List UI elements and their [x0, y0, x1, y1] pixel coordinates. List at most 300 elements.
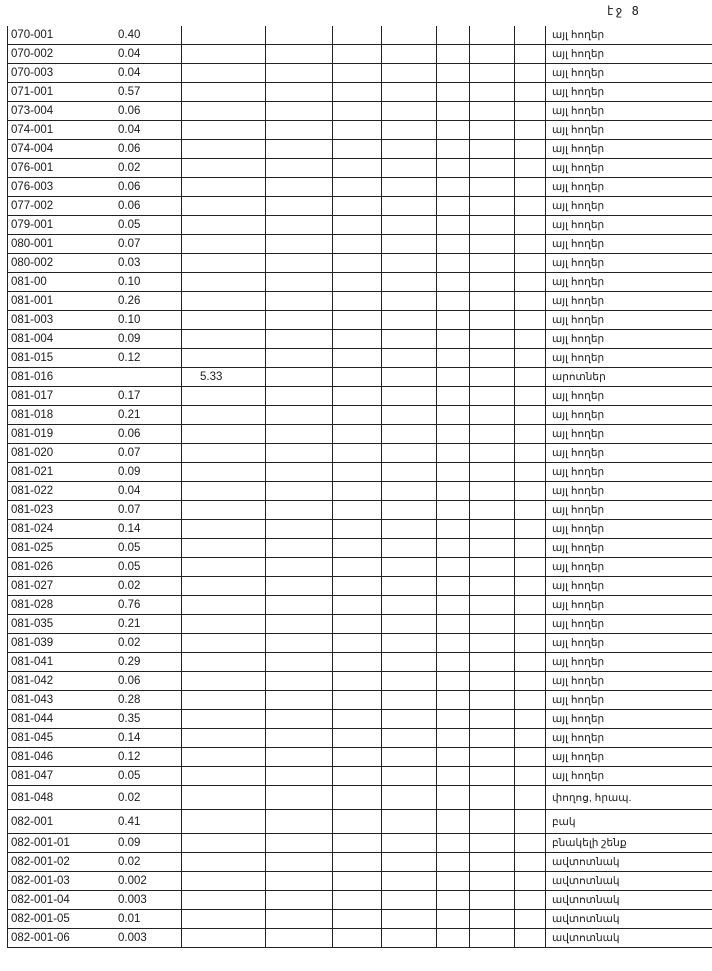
column-k-cell	[515, 254, 546, 273]
column-f-cell	[266, 929, 333, 948]
column-h-cell	[382, 311, 437, 330]
column-k-cell	[515, 273, 546, 292]
column-g-cell	[333, 26, 382, 45]
area-cell: 0.09	[100, 463, 182, 482]
column-j-cell	[470, 482, 515, 501]
column-k-cell	[515, 539, 546, 558]
area-cell: 0.05	[100, 216, 182, 235]
table-row	[8, 520, 712, 539]
land-use-cell: այլ հողեր	[546, 425, 712, 444]
column-f-cell	[266, 834, 333, 853]
extra-area-cell	[182, 748, 266, 767]
area-cell: 0.35	[100, 710, 182, 729]
extra-area-cell	[182, 140, 266, 159]
column-k-cell	[515, 634, 546, 653]
extra-area-cell	[182, 834, 266, 853]
area-cell: 0.06	[100, 197, 182, 216]
table-row	[8, 929, 712, 948]
table-row	[8, 672, 712, 691]
area-cell: 0.02	[100, 853, 182, 872]
column-j-cell	[470, 872, 515, 891]
column-f-cell	[266, 853, 333, 872]
column-h-cell	[382, 197, 437, 216]
extra-area-cell	[182, 891, 266, 910]
column-j-cell	[470, 539, 515, 558]
land-use-cell: բնակելի շենք	[546, 834, 712, 853]
column-f-cell	[266, 235, 333, 254]
column-i-cell	[437, 810, 470, 834]
column-g-cell	[333, 910, 382, 929]
column-g-cell	[333, 311, 382, 330]
column-f-cell	[266, 463, 333, 482]
area-cell: 0.09	[100, 330, 182, 349]
column-f-cell	[266, 121, 333, 140]
column-k-cell	[515, 872, 546, 891]
column-i-cell	[437, 615, 470, 634]
column-k-cell	[515, 311, 546, 330]
parcel-code-cell: 081-004	[8, 330, 101, 349]
parcel-code-cell: 081-028	[8, 596, 101, 615]
column-g-cell	[333, 501, 382, 520]
column-i-cell	[437, 425, 470, 444]
column-i-cell	[437, 159, 470, 178]
column-f-cell	[266, 197, 333, 216]
table-row	[8, 311, 712, 330]
column-f-cell	[266, 615, 333, 634]
column-j-cell	[470, 929, 515, 948]
extra-area-cell	[182, 501, 266, 520]
extra-area-cell	[182, 558, 266, 577]
column-f-cell	[266, 653, 333, 672]
column-i-cell	[437, 311, 470, 330]
column-j-cell	[470, 178, 515, 197]
column-h-cell	[382, 672, 437, 691]
column-j-cell	[470, 615, 515, 634]
column-j-cell	[470, 786, 515, 810]
land-use-cell: այլ հողեր	[546, 729, 712, 748]
land-use-cell: այլ հողեր	[546, 463, 712, 482]
column-g-cell	[333, 159, 382, 178]
extra-area-cell	[182, 615, 266, 634]
column-i-cell	[437, 520, 470, 539]
column-j-cell	[470, 197, 515, 216]
land-use-cell: այլ հողեր	[546, 102, 712, 121]
table-row	[8, 853, 712, 872]
area-cell: 0.21	[100, 615, 182, 634]
column-h-cell	[382, 273, 437, 292]
area-cell: 0.07	[100, 501, 182, 520]
table-row	[8, 634, 712, 653]
parcel-code-cell: 081-027	[8, 577, 101, 596]
column-j-cell	[470, 910, 515, 929]
column-i-cell	[437, 786, 470, 810]
area-cell: 0.28	[100, 691, 182, 710]
column-g-cell	[333, 292, 382, 311]
page-number: էջ 8	[607, 4, 640, 18]
column-i-cell	[437, 83, 470, 102]
column-k-cell	[515, 710, 546, 729]
column-g-cell	[333, 425, 382, 444]
column-f-cell	[266, 26, 333, 45]
area-cell: 0.05	[100, 767, 182, 786]
extra-area-cell	[182, 634, 266, 653]
parcel-code-cell: 081-003	[8, 311, 101, 330]
column-j-cell	[470, 891, 515, 910]
column-h-cell	[382, 387, 437, 406]
column-h-cell	[382, 463, 437, 482]
area-cell: 0.26	[100, 292, 182, 311]
column-f-cell	[266, 482, 333, 501]
table-row	[8, 121, 712, 140]
parcel-code-cell: 077-002	[8, 197, 101, 216]
column-i-cell	[437, 482, 470, 501]
land-use-cell: այլ հողեր	[546, 45, 712, 64]
column-g-cell	[333, 140, 382, 159]
column-k-cell	[515, 349, 546, 368]
area-cell: 0.14	[100, 729, 182, 748]
column-h-cell	[382, 615, 437, 634]
column-k-cell	[515, 596, 546, 615]
land-use-cell: այլ հողեր	[546, 444, 712, 463]
column-i-cell	[437, 368, 470, 387]
column-h-cell	[382, 482, 437, 501]
column-f-cell	[266, 349, 333, 368]
table-row	[8, 64, 712, 83]
land-use-cell: այլ հողեր	[546, 330, 712, 349]
land-use-cell: այլ հողեր	[546, 653, 712, 672]
land-use-cell: այլ հողեր	[546, 501, 712, 520]
column-j-cell	[470, 729, 515, 748]
column-g-cell	[333, 197, 382, 216]
column-k-cell	[515, 520, 546, 539]
column-j-cell	[470, 710, 515, 729]
area-cell: 0.06	[100, 102, 182, 121]
parcel-code-cell: 082-001-02	[8, 853, 101, 872]
land-use-cell: այլ հողեր	[546, 387, 712, 406]
parcel-code-cell: 070-002	[8, 45, 101, 64]
table-row	[8, 425, 712, 444]
column-h-cell	[382, 83, 437, 102]
extra-area-cell	[182, 929, 266, 948]
column-j-cell	[470, 463, 515, 482]
area-cell: 0.04	[100, 121, 182, 140]
column-i-cell	[437, 596, 470, 615]
column-j-cell	[470, 254, 515, 273]
extra-area-cell	[182, 463, 266, 482]
land-use-cell: արոտներ	[546, 368, 712, 387]
column-j-cell	[470, 406, 515, 425]
extra-area-cell	[182, 273, 266, 292]
column-g-cell	[333, 330, 382, 349]
column-h-cell	[382, 444, 437, 463]
area-cell: 0.05	[100, 539, 182, 558]
column-h-cell	[382, 254, 437, 273]
column-h-cell	[382, 102, 437, 121]
parcel-code-cell: 081-048	[8, 786, 101, 810]
table-row	[8, 292, 712, 311]
extra-area-cell	[182, 387, 266, 406]
parcel-code-cell: 082-001-01	[8, 834, 101, 853]
table-row	[8, 349, 712, 368]
column-j-cell	[470, 273, 515, 292]
column-i-cell	[437, 235, 470, 254]
column-g-cell	[333, 710, 382, 729]
column-f-cell	[266, 577, 333, 596]
column-h-cell	[382, 810, 437, 834]
column-h-cell	[382, 45, 437, 64]
column-k-cell	[515, 577, 546, 596]
column-f-cell	[266, 810, 333, 834]
area-cell: 0.41	[100, 810, 182, 834]
table-row	[8, 558, 712, 577]
parcel-code-cell: 081-035	[8, 615, 101, 634]
land-use-cell: այլ հողեր	[546, 178, 712, 197]
extra-area-cell	[182, 482, 266, 501]
parcel-code-cell: 081-020	[8, 444, 101, 463]
extra-area-cell	[182, 102, 266, 121]
parcel-code-cell: 079-001	[8, 216, 101, 235]
parcel-code-cell: 074-004	[8, 140, 101, 159]
column-g-cell	[333, 520, 382, 539]
column-f-cell	[266, 368, 333, 387]
column-f-cell	[266, 634, 333, 653]
column-j-cell	[470, 425, 515, 444]
table-row	[8, 102, 712, 121]
column-f-cell	[266, 891, 333, 910]
column-i-cell	[437, 197, 470, 216]
column-f-cell	[266, 710, 333, 729]
column-i-cell	[437, 834, 470, 853]
column-g-cell	[333, 463, 382, 482]
column-g-cell	[333, 64, 382, 83]
column-k-cell	[515, 929, 546, 948]
column-j-cell	[470, 368, 515, 387]
column-j-cell	[470, 558, 515, 577]
column-k-cell	[515, 235, 546, 254]
parcel-code-cell: 081-045	[8, 729, 101, 748]
column-h-cell	[382, 406, 437, 425]
column-k-cell	[515, 26, 546, 45]
column-i-cell	[437, 64, 470, 83]
parcel-code-cell: 081-041	[8, 653, 101, 672]
table-row	[8, 178, 712, 197]
area-cell: 0.003	[100, 929, 182, 948]
column-i-cell	[437, 577, 470, 596]
area-cell: 0.003	[100, 891, 182, 910]
extra-area-cell	[182, 216, 266, 235]
extra-area-cell	[182, 853, 266, 872]
table-row	[8, 810, 712, 834]
land-use-cell: ավտոտնակ	[546, 891, 712, 910]
column-g-cell	[333, 45, 382, 64]
column-g-cell	[333, 748, 382, 767]
land-use-cell: այլ հողեր	[546, 235, 712, 254]
column-g-cell	[333, 558, 382, 577]
column-h-cell	[382, 330, 437, 349]
column-h-cell	[382, 425, 437, 444]
column-k-cell	[515, 729, 546, 748]
parcel-code-cell: 071-001	[8, 83, 101, 102]
column-h-cell	[382, 558, 437, 577]
column-i-cell	[437, 140, 470, 159]
column-h-cell	[382, 691, 437, 710]
extra-area-cell	[182, 83, 266, 102]
land-use-cell: այլ հողեր	[546, 121, 712, 140]
table-row	[8, 872, 712, 891]
column-g-cell	[333, 539, 382, 558]
column-k-cell	[515, 406, 546, 425]
column-k-cell	[515, 891, 546, 910]
parcel-code-cell: 081-018	[8, 406, 101, 425]
column-g-cell	[333, 273, 382, 292]
column-i-cell	[437, 501, 470, 520]
column-h-cell	[382, 596, 437, 615]
extra-area-cell	[182, 577, 266, 596]
table-row	[8, 729, 712, 748]
column-g-cell	[333, 368, 382, 387]
table-row	[8, 710, 712, 729]
extra-area-cell	[182, 330, 266, 349]
area-cell: 0.40	[100, 26, 182, 45]
land-use-cell: ավտոտնակ	[546, 929, 712, 948]
column-h-cell	[382, 910, 437, 929]
table-row	[8, 330, 712, 349]
column-f-cell	[266, 596, 333, 615]
land-use-cell: այլ հողեր	[546, 64, 712, 83]
column-f-cell	[266, 64, 333, 83]
area-cell: 0.21	[100, 406, 182, 425]
column-i-cell	[437, 767, 470, 786]
table-row	[8, 615, 712, 634]
extra-area-cell	[182, 26, 266, 45]
area-cell: 0.06	[100, 672, 182, 691]
land-use-cell: այլ հողեր	[546, 691, 712, 710]
column-g-cell	[333, 767, 382, 786]
area-cell: 0.10	[100, 311, 182, 330]
column-j-cell	[470, 330, 515, 349]
extra-area-cell	[182, 349, 266, 368]
column-f-cell	[266, 539, 333, 558]
column-g-cell	[333, 216, 382, 235]
table-row	[8, 748, 712, 767]
extra-area-cell	[182, 311, 266, 330]
parcel-code-cell: 081-043	[8, 691, 101, 710]
column-j-cell	[470, 64, 515, 83]
land-use-cell: այլ հողեր	[546, 634, 712, 653]
extra-area-cell	[182, 425, 266, 444]
column-f-cell	[266, 672, 333, 691]
table-row	[8, 159, 712, 178]
parcel-code-cell: 082-001-06	[8, 929, 101, 948]
column-g-cell	[333, 872, 382, 891]
column-j-cell	[470, 45, 515, 64]
column-f-cell	[266, 83, 333, 102]
column-k-cell	[515, 425, 546, 444]
column-k-cell	[515, 767, 546, 786]
table-row	[8, 910, 712, 929]
area-cell: 0.02	[100, 159, 182, 178]
land-use-cell: ավտոտնակ	[546, 853, 712, 872]
table-row	[8, 387, 712, 406]
column-h-cell	[382, 710, 437, 729]
column-i-cell	[437, 121, 470, 140]
parcel-code-cell: 081-023	[8, 501, 101, 520]
column-g-cell	[333, 615, 382, 634]
column-h-cell	[382, 178, 437, 197]
extra-area-cell	[182, 729, 266, 748]
table-row	[8, 444, 712, 463]
column-j-cell	[470, 311, 515, 330]
column-g-cell	[333, 577, 382, 596]
table-row	[8, 596, 712, 615]
parcel-code-cell: 080-002	[8, 254, 101, 273]
land-use-cell: այլ հողեր	[546, 292, 712, 311]
column-f-cell	[266, 102, 333, 121]
column-f-cell	[266, 910, 333, 929]
parcel-code-cell: 081-042	[8, 672, 101, 691]
column-h-cell	[382, 872, 437, 891]
table-row	[8, 786, 712, 810]
column-h-cell	[382, 891, 437, 910]
extra-area-cell	[182, 159, 266, 178]
column-j-cell	[470, 159, 515, 178]
extra-area-cell	[182, 254, 266, 273]
column-g-cell	[333, 102, 382, 121]
area-cell: 0.10	[100, 273, 182, 292]
column-i-cell	[437, 710, 470, 729]
land-use-cell: այլ հողեր	[546, 254, 712, 273]
column-f-cell	[266, 748, 333, 767]
column-h-cell	[382, 159, 437, 178]
column-g-cell	[333, 929, 382, 948]
land-parcel-table-body	[8, 26, 712, 948]
column-j-cell	[470, 520, 515, 539]
column-j-cell	[470, 853, 515, 872]
parcel-code-cell: 081-025	[8, 539, 101, 558]
column-k-cell	[515, 558, 546, 577]
column-i-cell	[437, 45, 470, 64]
table-row	[8, 834, 712, 853]
column-f-cell	[266, 872, 333, 891]
column-k-cell	[515, 121, 546, 140]
column-j-cell	[470, 216, 515, 235]
column-i-cell	[437, 349, 470, 368]
column-h-cell	[382, 929, 437, 948]
column-h-cell	[382, 64, 437, 83]
extra-area-cell: 5.33	[182, 368, 266, 387]
land-use-cell: այլ հողեր	[546, 26, 712, 45]
column-k-cell	[515, 178, 546, 197]
column-g-cell	[333, 596, 382, 615]
column-f-cell	[266, 292, 333, 311]
extra-area-cell	[182, 786, 266, 810]
column-i-cell	[437, 292, 470, 311]
area-cell	[100, 368, 182, 387]
land-use-cell: այլ հողեր	[546, 710, 712, 729]
column-h-cell	[382, 539, 437, 558]
column-f-cell	[266, 254, 333, 273]
column-j-cell	[470, 653, 515, 672]
column-h-cell	[382, 520, 437, 539]
table-row	[8, 691, 712, 710]
column-g-cell	[333, 672, 382, 691]
column-h-cell	[382, 748, 437, 767]
column-k-cell	[515, 482, 546, 501]
parcel-code-cell: 081-015	[8, 349, 101, 368]
column-j-cell	[470, 748, 515, 767]
column-h-cell	[382, 729, 437, 748]
column-g-cell	[333, 254, 382, 273]
